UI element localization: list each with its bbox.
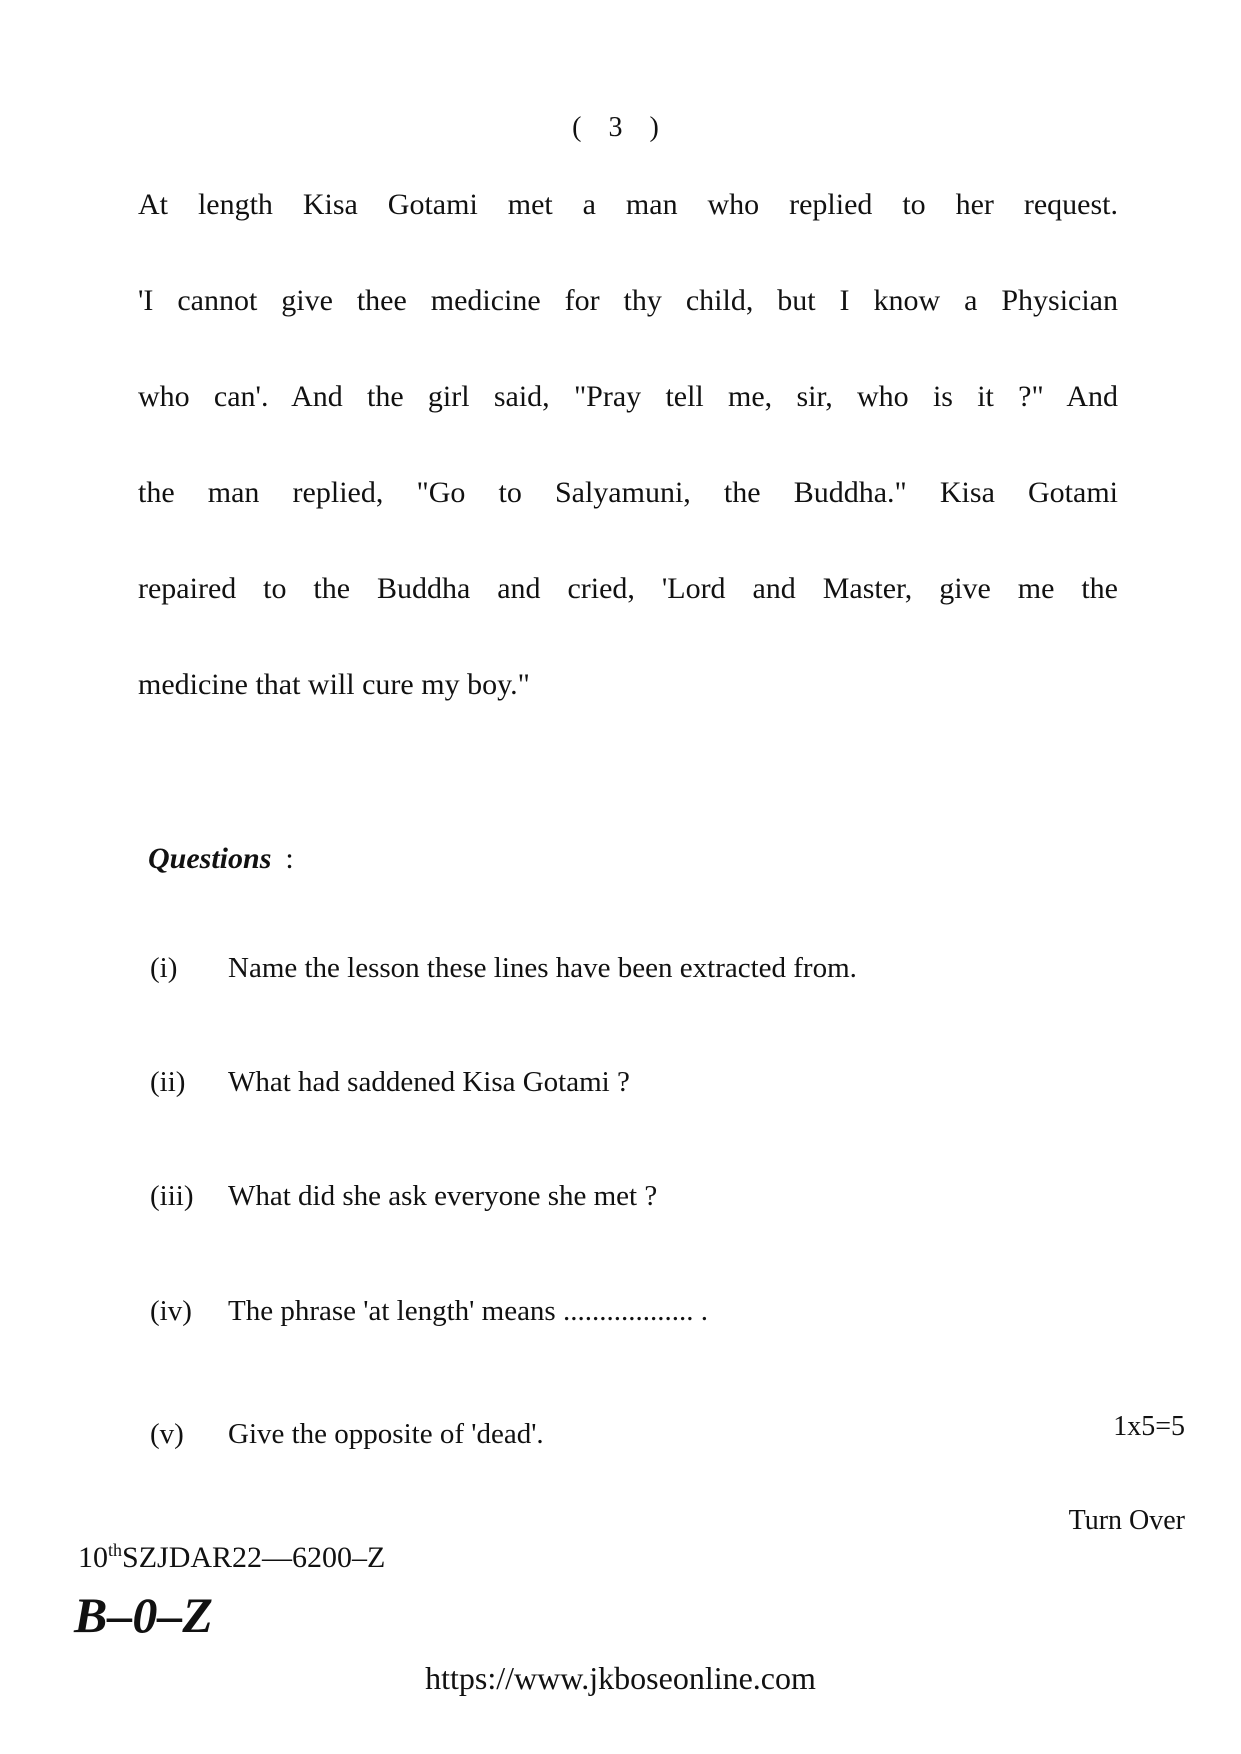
passage-line: At length Kisa Gotami met a man who replied to her request. xyxy=(138,188,1118,221)
passage-line: repaired to the Buddha and cried, 'Lord and Master, give me the xyxy=(138,572,1118,605)
question-text: What did she ask everyone she met ? xyxy=(228,1180,658,1212)
passage-line: the man replied, "Go to Salyamuni, the Buddha." Kisa Gotami xyxy=(138,476,1118,509)
passage xyxy=(138,190,1118,766)
paper-code-rest: SZJDAR22—6200–Z xyxy=(122,1541,386,1574)
passage-line: 'I cannot give thee medicine for thy child, but I know a Physician xyxy=(138,284,1118,317)
question-number: (i) xyxy=(150,952,178,984)
footer-url: https://www.jkboseonline.com xyxy=(425,1660,816,1696)
question-item xyxy=(150,952,857,985)
paper-code xyxy=(78,1540,385,1575)
question-number: (v) xyxy=(150,1418,184,1450)
question-number: (iv) xyxy=(150,1295,192,1327)
question-number: (ii) xyxy=(150,1066,186,1098)
turn-over-note: Turn Over xyxy=(1068,1505,1185,1536)
question-item xyxy=(150,1295,708,1328)
paper-code-sup: th xyxy=(108,1540,123,1560)
questions-heading xyxy=(148,842,294,876)
question-text: Give the opposite of 'dead'. xyxy=(228,1418,544,1450)
questions-heading-label: Questions xyxy=(148,842,272,875)
question-text: The phrase 'at length' means .................. . xyxy=(228,1295,708,1327)
series-code: B–0–Z xyxy=(74,1587,213,1643)
paper-code-prefix: 10 xyxy=(78,1541,108,1574)
question-number: (iii) xyxy=(150,1180,194,1212)
question-item xyxy=(150,1180,657,1213)
questions-heading-colon: : xyxy=(285,842,294,875)
passage-line: medicine that will cure my boy." xyxy=(138,668,530,701)
marks-allocation: 1x5=5 xyxy=(1113,1411,1185,1442)
question-text: Name the lesson these lines have been extracted from. xyxy=(228,952,857,984)
question-text: What had saddened Kisa Gotami ? xyxy=(228,1066,630,1098)
passage-line: who can'. And the girl said, "Pray tell me, sir, who is it ?" And xyxy=(138,380,1118,413)
page-number: ( 3 ) xyxy=(572,112,669,143)
question-item xyxy=(150,1418,544,1451)
question-item xyxy=(150,1066,630,1099)
